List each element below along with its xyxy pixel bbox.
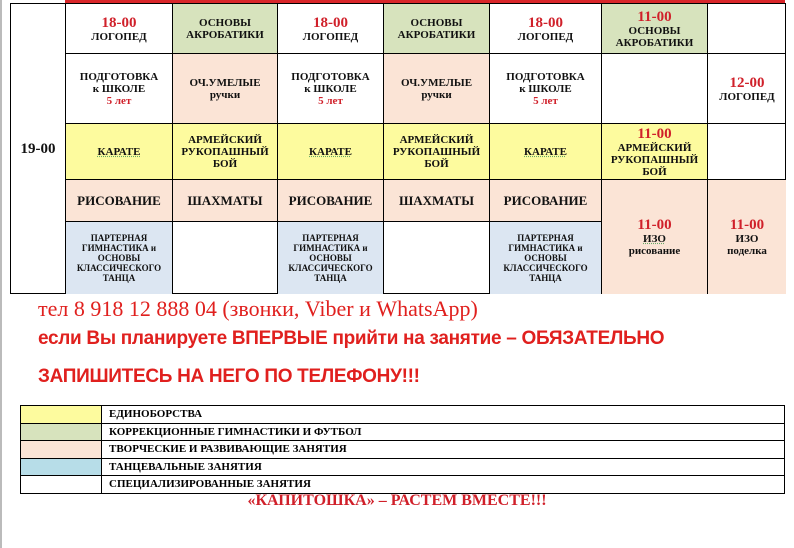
- schedule-cell: [384, 222, 490, 294]
- class-name: ГИМНАСТИКА и: [293, 243, 368, 253]
- class-name: ПАРТЕРНАЯ: [302, 233, 359, 243]
- class-name: ОЧ.УМЕЛЫЕ: [400, 76, 473, 89]
- class-name: РУКОПАШНЫЙ: [610, 153, 699, 166]
- class-name: ручки: [209, 88, 241, 101]
- class-name: к ШКОЛЕ: [304, 82, 357, 95]
- class-name: АКРОБАТИКИ: [615, 36, 694, 49]
- class-name: РИСОВАНИЕ: [288, 193, 373, 208]
- class-name: КЛАССИЧЕСКОГО: [288, 263, 373, 273]
- class-name: ШАХМАТЫ: [398, 193, 474, 208]
- schedule-cell: [708, 4, 786, 54]
- class-name: ЛОГОПЕД: [91, 30, 147, 43]
- schedule-cell: [66, 124, 173, 180]
- schedule-cell: [66, 222, 173, 294]
- schedule-table: [10, 3, 786, 294]
- legend-row: [21, 476, 784, 493]
- notice-line-1: если Вы планируете ВПЕРВЫЕ прийти на занятие – ОБЯЗАТЕЛЬНО: [38, 328, 665, 349]
- class-name: КАРАТЕ: [309, 145, 352, 158]
- class-name: ЛОГОПЕД: [517, 30, 574, 43]
- schedule-cell: [708, 124, 786, 180]
- class-name: РИСОВАНИЕ: [503, 193, 588, 208]
- class-name: ТАНЦА: [102, 273, 136, 283]
- schedule-cell: [173, 180, 278, 222]
- class-name: ГИМНАСТИКА и: [81, 243, 157, 253]
- footer-slogan: «КАПИТОШКА» – РАСТЕМ ВМЕСТЕ!!!: [247, 492, 547, 509]
- schedule-cell: [490, 180, 602, 222]
- class-name: КЛАССИЧЕСКОГО: [503, 263, 588, 273]
- class-name: РУКОПАШНЫЙ: [181, 145, 269, 158]
- schedule-cell: [278, 4, 384, 54]
- class-name: ОЧ.УМЕЛЫЕ: [189, 76, 261, 89]
- schedule-cell: [278, 124, 384, 180]
- legend-row: [21, 406, 784, 424]
- schedule-cell: [490, 124, 602, 180]
- class-name: ОСНОВЫ: [199, 16, 251, 29]
- schedule-cell: [708, 180, 786, 294]
- class-name: ТАНЦА: [529, 273, 562, 283]
- legend-swatch: [21, 459, 102, 476]
- class-name: РУКОПАШНЫЙ: [392, 145, 481, 158]
- schedule-cell: [490, 54, 602, 124]
- class-name: ОСНОВЫ: [410, 16, 463, 29]
- schedule-cell: [384, 54, 490, 124]
- class-time: 18-00: [528, 14, 563, 31]
- schedule-cell: [173, 124, 278, 180]
- schedule-cell: [490, 222, 602, 294]
- class-time: 18-00: [101, 14, 137, 31]
- class-name: ТАНЦА: [314, 273, 347, 283]
- time-cell: [11, 4, 66, 294]
- schedule-cell: [173, 4, 278, 54]
- age-note: 5 лет: [106, 94, 132, 107]
- class-name: рисование: [628, 245, 681, 257]
- class-name: БОЙ: [212, 157, 238, 170]
- class-name: БОЙ: [642, 165, 667, 178]
- legend-label: ТВОРЧЕСКИЕ И РАЗВИВАЮЩИЕ ЗАНЯТИЯ: [109, 443, 347, 456]
- class-name: АРМЕЙСКИЙ: [188, 133, 262, 146]
- class-name: АРМЕЙСКИЙ: [399, 133, 474, 146]
- schedule-cell: [602, 124, 708, 180]
- class-time: 11-00: [637, 8, 672, 25]
- class-name: к ШКОЛЕ: [519, 82, 572, 95]
- class-name: ПОДГОТОВКА: [506, 70, 585, 83]
- schedule-cell: [173, 222, 278, 294]
- class-name: КАРАТЕ: [524, 145, 567, 158]
- phone-line: тел 8 918 12 888 04 (звонки, Viber и WhatsApp): [38, 296, 478, 321]
- class-time: 11-00: [637, 217, 672, 233]
- class-name: ИЗО: [643, 233, 666, 245]
- schedule-cell: [602, 180, 708, 294]
- legend-row: [21, 441, 784, 459]
- schedule-cell: [173, 54, 278, 124]
- class-name: БОЙ: [424, 157, 449, 170]
- class-name: ОСНОВЫ: [628, 24, 681, 37]
- schedule-cell: [384, 124, 490, 180]
- page-edge: [0, 0, 2, 548]
- class-name: ручки: [421, 88, 452, 101]
- schedule-cell: [278, 180, 384, 222]
- legend-table: [20, 405, 785, 494]
- schedule-cell: [278, 54, 384, 124]
- legend-label: ТАНЦЕВАЛЬНЫЕ ЗАНЯТИЯ: [109, 460, 262, 473]
- schedule-cell: [490, 4, 602, 54]
- legend-label: СПЕЦИАЛИЗИРОВАННЫЕ ЗАНЯТИЯ: [109, 478, 311, 491]
- schedule-cell: [384, 180, 490, 222]
- class-time: 11-00: [637, 125, 672, 142]
- class-name: ЛОГОПЕД: [302, 30, 359, 43]
- legend-swatch: [21, 424, 102, 441]
- schedule-cell: [66, 180, 173, 222]
- class-name: АКРОБАТИКИ: [186, 28, 264, 41]
- class-name: ГИМНАСТИКА и: [508, 243, 583, 253]
- age-note: 5 лет: [318, 94, 343, 107]
- legend-swatch: [21, 441, 102, 458]
- class-name: ПАРТЕРНАЯ: [90, 233, 148, 243]
- schedule-cell: [278, 222, 384, 294]
- class-name: ШАХМАТЫ: [187, 193, 263, 208]
- schedule-cell: [384, 4, 490, 54]
- legend-label: КОРРЕКЦИОННЫЕ ГИМНАСТИКИ И ФУТБОЛ: [109, 425, 362, 438]
- legend-row: [21, 424, 784, 442]
- class-name: ОСНОВЫ: [97, 253, 141, 263]
- class-name: ИЗО: [735, 233, 759, 245]
- legend-label: ЕДИНОБОРСТВА: [109, 408, 203, 420]
- class-name: к ШКОЛЕ: [92, 82, 146, 95]
- class-name: ОСНОВЫ: [309, 253, 352, 263]
- time-label: 19-00: [20, 140, 56, 157]
- class-name: АКРОБАТИКИ: [397, 28, 476, 41]
- class-time: 12-00: [729, 74, 765, 91]
- class-name: РИСОВАНИЕ: [77, 193, 161, 208]
- class-name: ОСНОВЫ: [524, 253, 567, 263]
- legend-row: [21, 459, 784, 477]
- notice-line-2: ЗАПИШИТЕСЬ НА НЕГО ПО ТЕЛЕФОНУ!!!: [38, 366, 420, 387]
- class-name: ПОДГОТОВКА: [291, 70, 370, 83]
- class-name: КЛАССИЧЕСКОГО: [76, 263, 162, 273]
- class-name: поделка: [727, 245, 767, 257]
- class-name: ЛОГОПЕД: [719, 90, 775, 103]
- schedule-cell: [602, 4, 708, 54]
- class-time: 18-00: [313, 14, 348, 31]
- schedule-cell: [602, 54, 708, 124]
- class-name: ПАРТЕРНАЯ: [517, 233, 574, 243]
- schedule-cell: [708, 54, 786, 124]
- legend-swatch: [21, 476, 102, 493]
- class-name: КАРАТЕ: [97, 145, 141, 158]
- class-name: ПОДГОТОВКА: [79, 70, 159, 83]
- class-time: 11-00: [729, 217, 765, 233]
- schedule-cell: [66, 4, 173, 54]
- legend-swatch: [21, 406, 102, 423]
- schedule-cell: [66, 54, 173, 124]
- class-name: АРМЕЙСКИЙ: [617, 141, 692, 154]
- age-note: 5 лет: [533, 94, 558, 107]
